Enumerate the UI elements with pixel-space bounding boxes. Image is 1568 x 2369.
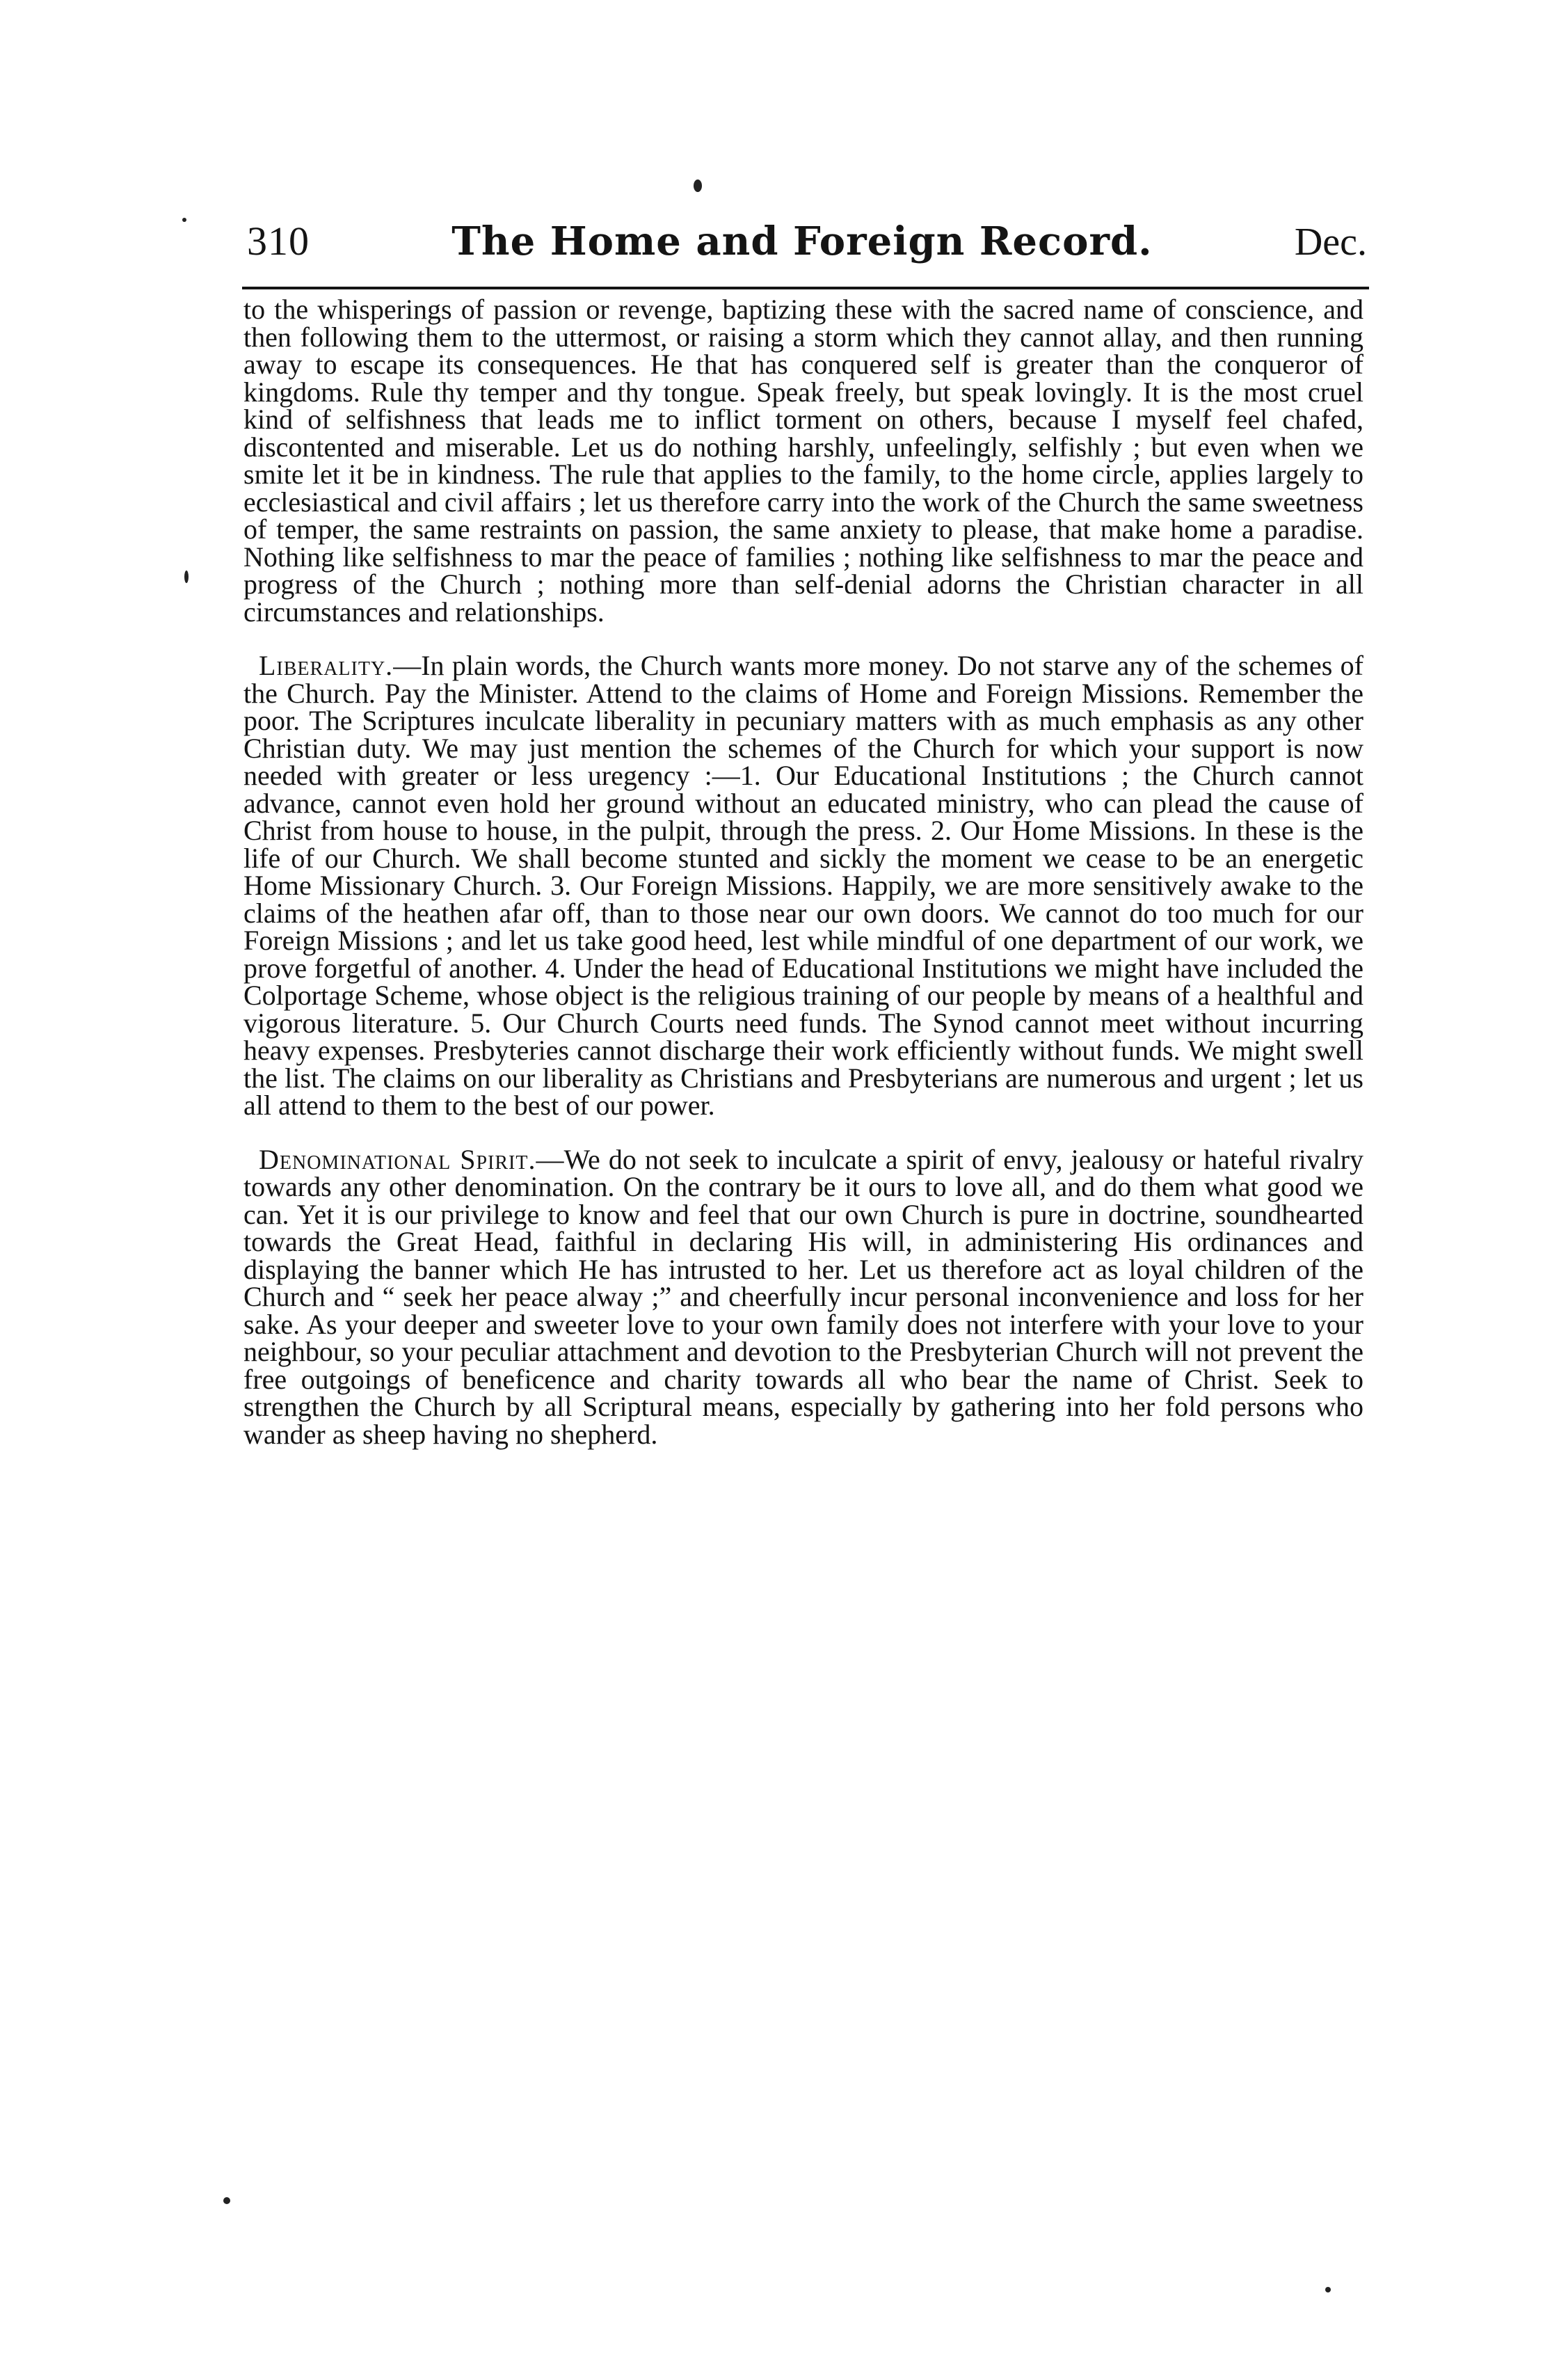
- paragraph-liberality: [243, 652, 1363, 1119]
- section-heading-denominational-spirit: Denominational Spirit.: [259, 1143, 536, 1175]
- ink-speck: [184, 571, 189, 583]
- page-number: 310: [247, 218, 310, 264]
- paragraph-text: —We do not seek to inculcate a spirit of envy, jealousy or hateful rivalry towards any other denomination. On the contrary be it ours to love all, and do them what good we can. Yet it is our privilege to know and feel that our own Church is pure in doctrine, soundhearted towards the Great Head, faithful in declaring His will, in administering His ordinances and displaying the banner which He has intrusted to her. Let us therefore act as loyal children of the Church and “ seek her peace alway ;” and cheerfully incur personal inconvenience and loss for her sake. As your deeper and sweeter love to your own family does not interfere with your love to your neighbour, so your peculiar attachment and devotion to the Presbyterian Church will not prevent the free outgoings of beneficence and charity towards all who bear the name of Christ. Seek to strengthen the Church by all Scriptural means, especially by gathering into her fold persons who wander as sheep having no shepherd.: [243, 1143, 1363, 1450]
- ink-speck: [182, 218, 186, 222]
- running-head: [247, 218, 1367, 284]
- issue-month: Dec.: [1294, 221, 1367, 264]
- article-body: [243, 296, 1363, 1474]
- ink-speck: [223, 2197, 230, 2204]
- paragraph-self-control: [243, 294, 1363, 628]
- paragraph-denominational-spirit: [243, 1143, 1363, 1450]
- journal-title: The Home and Foreign Record.: [451, 218, 1153, 264]
- header-rule: [242, 287, 1369, 289]
- ink-speck: [694, 180, 702, 192]
- paragraph-text: to the whisperings of passion or revenge, baptizing these with the sacred name of conscience, and then following them to the uttermost, or raising a storm which they cannot allay, and then running away to escape its consequences. He that has conquered self is greater than the conqueror of kingdoms. Rule thy temper and thy tongue. Speak freely, but speak lovingly. It is the most cruel kind of selfishness that leads me to inflict torment on others, because I myself feel chafed, discontented and miserable. Let us do nothing harshly, unfeelingly, selfishly ; but even when we smite let it be in kindness. The rule that applies to the family, to the home circle, applies largely to ecclesiastical and civil affairs ; let us therefore carry into the work of the Church the same sweetness of temper, the same restraints on passion, the same anxiety to please, that make home a paradise. Nothing like selfishness to mar the peace of families ; nothing like selfishness to mar the peace and progress of the Church ; nothing more than self-denial adorns the Christian character in all circumstances and relationships.: [243, 294, 1363, 628]
- section-heading-liberality: Liberality.: [259, 650, 394, 681]
- ink-speck: [1325, 2287, 1331, 2292]
- paragraph-text: —In plain words, the Church wants more money. Do not starve any of the schemes of the Church. Pay the Minister. Attend to the claims of Home and Foreign Missions. Remember the poor. The Scriptures inculcate liberality in pecuniary matters with as much emphasis as any other Christian duty. We may just mention the schemes of the Church for which your support is now needed with greater or less uregency :—1. Our Educational Institutions ; the Church cannot advance, cannot even hold her ground without an educated ministry, who can plead the cause of Christ from house to house, in the pulpit, through the press. 2. Our Home Missions. In these is the life of our Church. We shall become stunted and sickly the moment we cease to be an energetic Home Missionary Church. 3. Our Foreign Missions. Happily, we are more sensitively awake to the claims of the heathen afar off, than to those near our own doors. We cannot do too much for our Foreign Missions ; and let us take good heed, lest while mindful of one department of our work, we prove forgetful of another. 4. Under the head of Educational Institutions we might have included the Colportage Scheme, whose object is the religious training of our people by means of a healthful and vigorous literature. 5. Our Church Courts need funds. The Synod cannot meet without incurring heavy expenses. Presbyteries cannot discharge their work efficiently without funds. We might swell the list. The claims on our liberality as Christians and Presbyterians are numerous and urgent ; let us all attend to them to the best of our power.: [243, 650, 1363, 1121]
